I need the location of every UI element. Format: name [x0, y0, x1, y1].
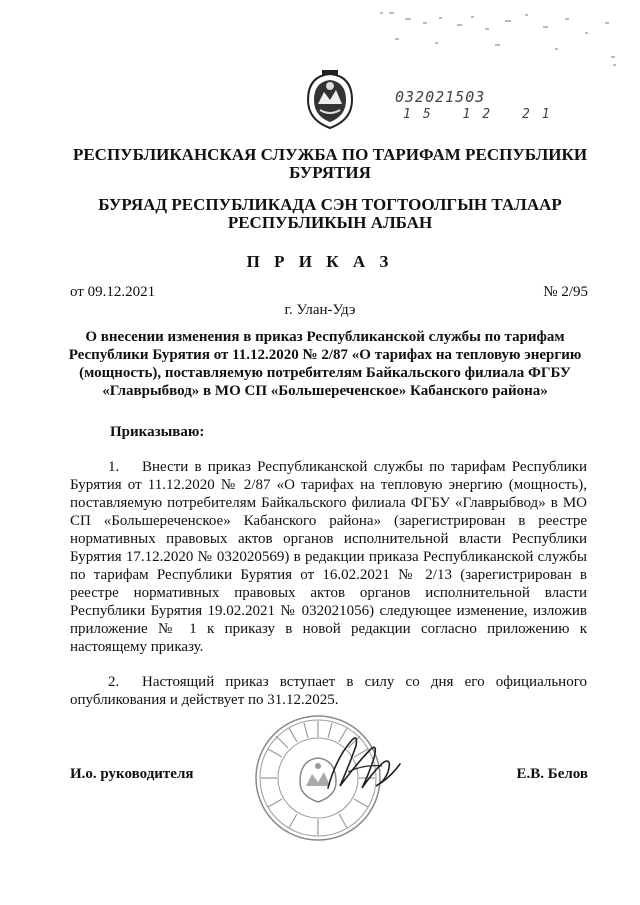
registration-stamp	[395, 88, 562, 124]
registration-date	[403, 106, 562, 124]
document-city: г. Улан-Удэ	[284, 302, 356, 318]
document-type-heading: П Р И К А З	[246, 252, 394, 271]
agency-title-russian: РЕСПУБЛИКАНСКАЯ СЛУЖБА ПО ТАРИФАМ РЕСПУБЛИКИ БУРЯТИЯ	[72, 145, 588, 182]
registration-year: 21	[521, 107, 562, 122]
order-item-text: Настоящий приказ вступает в силу со дня его официального опубликования и действует по 31.12.2025.	[70, 674, 587, 708]
order-word: Приказываю:	[110, 424, 205, 440]
registration-number: 032021503	[395, 88, 486, 106]
signatory-name: Е.В. Белов	[516, 766, 588, 782]
order-item-number: 1.	[108, 459, 120, 475]
order-item-2	[70, 673, 587, 709]
order-item-number: 2.	[108, 674, 120, 690]
order-item-1	[70, 458, 587, 656]
signatory-role: И.о. руководителя	[70, 766, 194, 782]
handwritten-signature	[318, 728, 408, 798]
registration-day: 15	[403, 107, 443, 122]
order-item-text: Внести в приказ Республиканской службы по тарифам Республики Бурятия от 11.12.2020 № 2/87 «О тарифах на тепловую энергию (мощность), поставляемую потребителям Байкальского филиала ФГБУ «Главрыбвод» в МО СП «Большереченское» Кабанского района» (зарегистрирован в реестре нормативных правовых актов органов исполнительной власти Республики Бурятия 17.12.2020 № 032020569) в редакции приказа Республиканской службы по тарифам Республики Бурятия от 16.02.2021 № 2/13 (зарегистрирован в реестре нормативных правовых актов органов исполнительной власти Республики Бурятия 19.02.2021 № 032021056) следующее изменение, изложив приложение № 1 к приказу в новой редакции согласно приложению к настоящему приказу.	[70, 459, 587, 655]
document-date: от 09.12.2021	[70, 284, 156, 300]
scan-noise-mark	[375, 8, 625, 68]
registration-month: 12	[462, 107, 503, 122]
document-subject: О внесении изменения в приказ Республиканской службы по тарифам Республики Бурятия от 11.12.2020 № 2/87 «О тарифах на тепловую энергию (мощность), поставляемую потребителям Байкальского филиала ФГБУ «Главрыбвод» в МО СП «Большереченское» Кабанского района»	[68, 329, 582, 399]
agency-title-buryat: БУРЯАД РЕСПУБЛИКАДА СЭН ТОГТООЛГЫН ТАЛААР РЕСПУБЛИКЫН АЛБАН	[98, 195, 562, 232]
coat-of-arms-emblem	[300, 70, 360, 132]
document-number: № 2/95	[543, 284, 588, 300]
